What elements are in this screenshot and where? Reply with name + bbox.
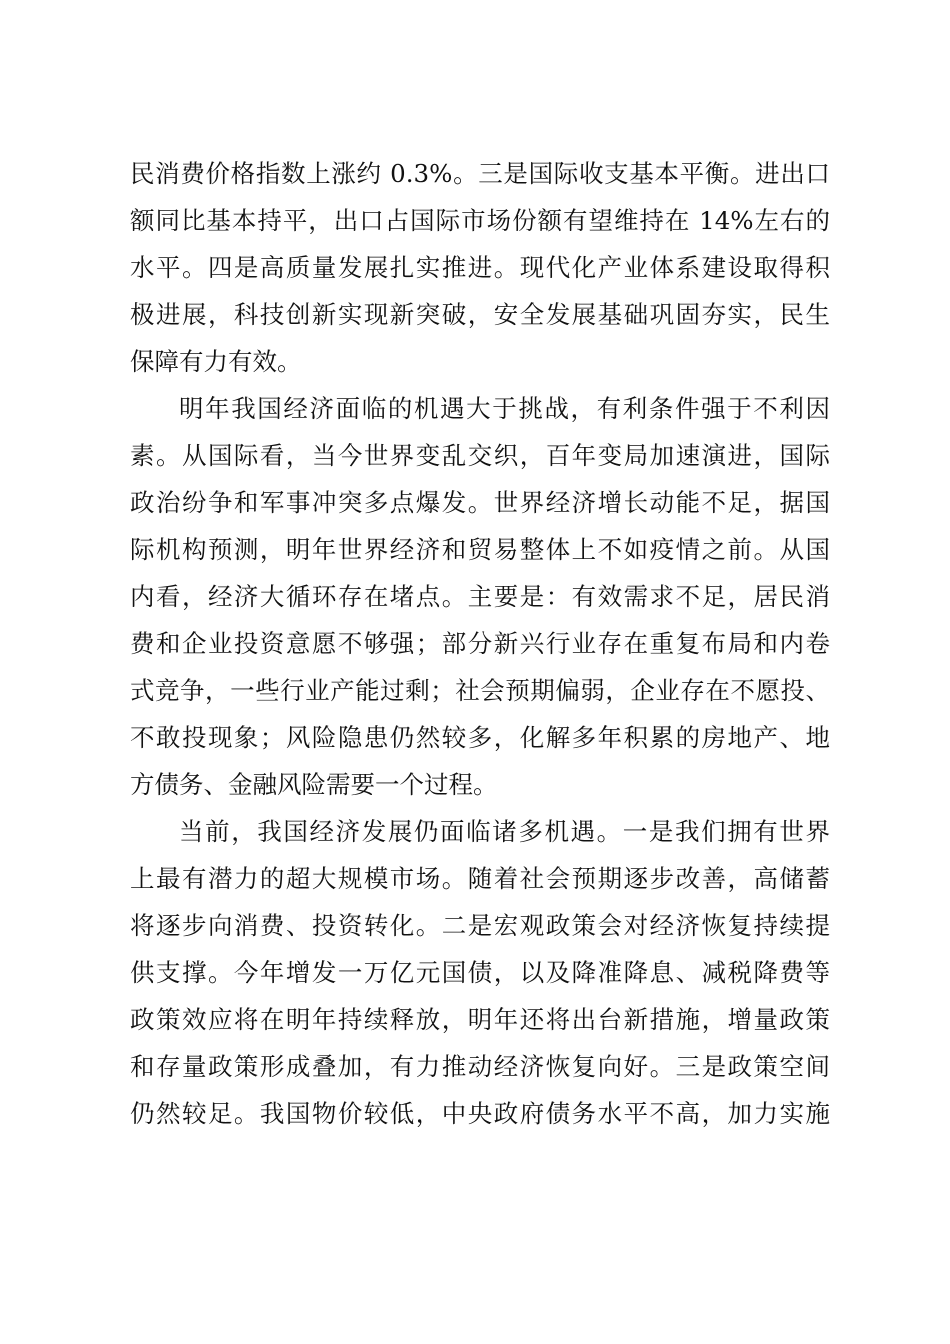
text-line: 际机构预测，明年世界经济和贸易整体上不如疫情之前。从国 <box>130 535 830 564</box>
text-line: 政策效应将在明年持续释放，明年还将出台新措施，增量政策 <box>130 1005 830 1034</box>
text-line: 上最有潜力的超大规模市场。随着社会预期逐步改善，高储蓄 <box>130 864 830 893</box>
text-line: 将逐步向消费、投资转化。二是宏观政策会对经济恢复持续提 <box>130 911 830 940</box>
text-line: 式竞争，一些行业产能过剩；社会预期偏弱，企业存在不愿投、 <box>130 676 830 705</box>
text-line: 供支撑。今年增发一万亿元国债，以及降准降息、减税降费等 <box>130 958 830 987</box>
text-line: 和存量政策形成叠加，有力推动经济恢复向好。三是政策空间 <box>130 1052 830 1081</box>
text-line: 明年我国经济面临的机遇大于挑战，有利条件强于不利因 <box>179 394 830 423</box>
text-line: 费和企业投资意愿不够强；部分新兴行业存在重复布局和内卷 <box>130 629 830 658</box>
text-line: 水平。四是高质量发展扎实推进。现代化产业体系建设取得积 <box>130 253 830 282</box>
text-line: 额同比基本持平，出口占国际市场份额有望维持在 14%左右的 <box>130 206 830 235</box>
text-line: 不敢投现象；风险隐患仍然较多，化解多年积累的房地产、地 <box>130 723 830 752</box>
document-body <box>130 150 830 1137</box>
text-line: 民消费价格指数上涨约 0.3%。三是国际收支基本平衡。进出口 <box>130 159 830 188</box>
text-line: 内看，经济大循环存在堵点。主要是：有效需求不足，居民消 <box>130 582 830 611</box>
text-line: 政治纷争和军事冲突多点爆发。世界经济增长动能不足，据国 <box>130 488 830 517</box>
text-line: 仍然较足。我国物价较低，中央政府债务水平不高，加力实施 <box>130 1099 830 1128</box>
text-line: 极进展，科技创新实现新突破，安全发展基础巩固夯实，民生 <box>130 300 830 329</box>
text-line: 方债务、金融风险需要一个过程。 <box>130 770 498 799</box>
text-line: 素。从国际看，当今世界变乱交织，百年变局加速演进，国际 <box>130 441 830 470</box>
text-line: 保障有力有效。 <box>130 347 302 376</box>
text-line: 当前，我国经济发展仍面临诸多机遇。一是我们拥有世界 <box>179 817 830 846</box>
